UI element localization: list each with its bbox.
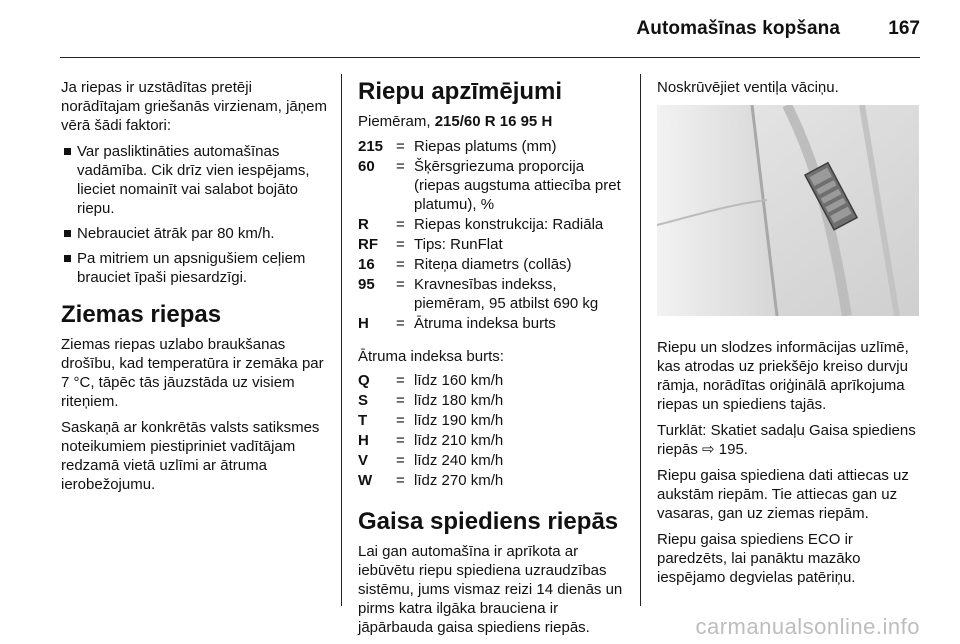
speed-index-intro: Ātruma indeksa burts:	[358, 348, 504, 365]
speed-code: Q	[358, 372, 370, 389]
equals-sign: =	[396, 432, 405, 449]
equals-sign: =	[396, 412, 405, 429]
designation-code: 215	[358, 138, 384, 155]
column-2	[358, 78, 623, 644]
speed-code: H	[358, 432, 369, 449]
speed-index-table	[358, 371, 623, 490]
page-ref-icon: ⇨	[702, 441, 715, 458]
equals-sign: =	[396, 138, 405, 155]
winter-tyres-heading: Ziemas riepas	[61, 301, 222, 328]
equals-sign: =	[396, 276, 405, 293]
designation-meaning: Riepas platums (mm)	[414, 138, 557, 155]
pressure-paragraph: Lai gan automašīna ir aprīkota ar iebūvētu riepu spiediena uzraudzības sistēmu, jums vismaz reizi 14 dienās un pirms katra ilgāka brauciena ir jāpārbauda gaisa spiediens riepās.	[358, 543, 623, 636]
speed-limit: līdz 270 km/h	[414, 472, 504, 489]
designation-code: H	[358, 315, 369, 332]
speed-limit: līdz 240 km/h	[414, 452, 504, 469]
example-prefix: Piemēram,	[358, 113, 435, 130]
designation-code: 95	[358, 276, 375, 293]
speed-row	[358, 411, 623, 430]
designation-row	[358, 137, 623, 156]
speed-row	[358, 451, 623, 470]
door-frame-label-photo	[657, 105, 919, 316]
designation-row	[358, 157, 623, 214]
tyre-pressure-heading: Gaisa spiediens riepās	[358, 508, 619, 535]
designation-meaning: Ātruma indeksa burts	[414, 315, 556, 332]
eco-pressure-paragraph: Riepu gaisa spiediens ECO ir paredzēts, lai panāktu mazāko iespējamo degvielas patēriņu.	[657, 531, 861, 586]
speed-row	[358, 431, 623, 450]
see-also-text: Turklāt: Skatiet sadaļu Gaisa spiediens riepās	[657, 422, 916, 458]
speed-limit: līdz 210 km/h	[414, 432, 504, 449]
speed-code: T	[358, 412, 368, 429]
speed-code: W	[358, 472, 373, 489]
page-header	[0, 0, 960, 58]
speed-limit: līdz 180 km/h	[414, 392, 504, 409]
door-frame-illustration	[657, 105, 919, 316]
speed-row	[358, 371, 623, 390]
page-reference[interactable]: 195.	[718, 441, 748, 458]
column-1	[61, 78, 331, 501]
designation-table	[358, 137, 623, 333]
watermark: carmanualsonline.info	[695, 614, 920, 639]
winter-paragraph-2: Saskaņā ar konkrētās valsts satiksmes noteikumiem piestipriniet vadītājam redzamā vietā uzlīmi ar ātruma ierobežojumu.	[61, 419, 320, 493]
equals-sign: =	[396, 158, 405, 175]
example-line	[358, 112, 623, 131]
header-title: Automašīnas kopšana	[636, 18, 840, 39]
example-code: 215/60 R 16 95 H	[434, 113, 553, 130]
label-location-paragraph: Riepu un slodzes informācijas uzlīmē, kas atrodas uz priekšējo kreiso durvju rāmja, norādītas oriģinālā aprīkojuma riepas un spiediens tajās.	[657, 339, 909, 413]
valve-cap-instruction: Noskrūvējiet ventiļa vāciņu.	[657, 79, 839, 96]
designation-meaning: Tips: RunFlat	[414, 236, 503, 253]
designation-row	[358, 314, 623, 333]
cold-tyres-paragraph: Riepu gaisa spiediena dati attiecas uz aukstām riepām. Tie attiecas gan uz vasaras, gan uz ziemas riepām.	[657, 467, 909, 522]
speed-code: V	[358, 452, 369, 469]
equals-sign: =	[396, 236, 405, 253]
speed-row	[358, 471, 623, 490]
bullet-item: Var pasliktināties automašīnas vadāmība. Cik drīz vien iespējams, lieciet nomainīt vai salabot bojāto riepu.	[61, 142, 331, 218]
designation-meaning: Riepas konstrukcija: Radiāla	[414, 216, 604, 233]
designation-meaning: Riteņa diametrs (collās)	[414, 256, 572, 273]
bullet-item: Pa mitriem un apsnigušiem ceļiem brauciet īpaši piesardzīgi.	[61, 249, 331, 287]
header-rule	[60, 57, 920, 58]
designation-meaning: Šķērsgriezuma proporcija (riepas augstuma attiecība pret platumu), %	[414, 158, 621, 213]
tyre-designations-heading: Riepu apzīmējumi	[358, 78, 563, 105]
speed-limit: līdz 160 km/h	[414, 372, 504, 389]
column-divider-2	[640, 74, 641, 606]
equals-sign: =	[396, 315, 405, 332]
designation-code: R	[358, 216, 369, 233]
speed-row	[358, 391, 623, 410]
speed-code: S	[358, 392, 369, 409]
designation-meaning: Kravnesības indekss, piemēram, 95 atbilst 690 kg	[414, 276, 599, 312]
column-divider-1	[341, 74, 342, 606]
equals-sign: =	[396, 472, 405, 489]
see-also-paragraph	[657, 421, 925, 459]
page-number: 167	[888, 18, 920, 39]
designation-code: RF	[358, 236, 378, 253]
column-3	[657, 78, 925, 594]
designation-code: 60	[358, 158, 375, 175]
designation-row	[358, 255, 623, 274]
bullet-list	[61, 142, 331, 287]
winter-paragraph-1: Ziemas riepas uzlabo braukšanas drošību, kad temperatūra ir zemāka par 7 °C, tāpēc tās jāuzstāda uz visiem riteņiem.	[61, 336, 324, 410]
equals-sign: =	[396, 452, 405, 469]
equals-sign: =	[396, 392, 405, 409]
designation-row	[358, 235, 623, 254]
designation-row	[358, 275, 623, 313]
speed-limit: līdz 190 km/h	[414, 412, 504, 429]
intro-paragraph: Ja riepas ir uzstādītas pretēji norādītajam griešanās virzienam, jāņem vērā šādi faktori:	[61, 79, 327, 134]
designation-row	[358, 215, 623, 234]
bullet-item: Nebrauciet ātrāk par 80 km/h.	[61, 224, 331, 243]
equals-sign: =	[396, 372, 405, 389]
designation-code: 16	[358, 256, 375, 273]
equals-sign: =	[396, 256, 405, 273]
equals-sign: =	[396, 216, 405, 233]
